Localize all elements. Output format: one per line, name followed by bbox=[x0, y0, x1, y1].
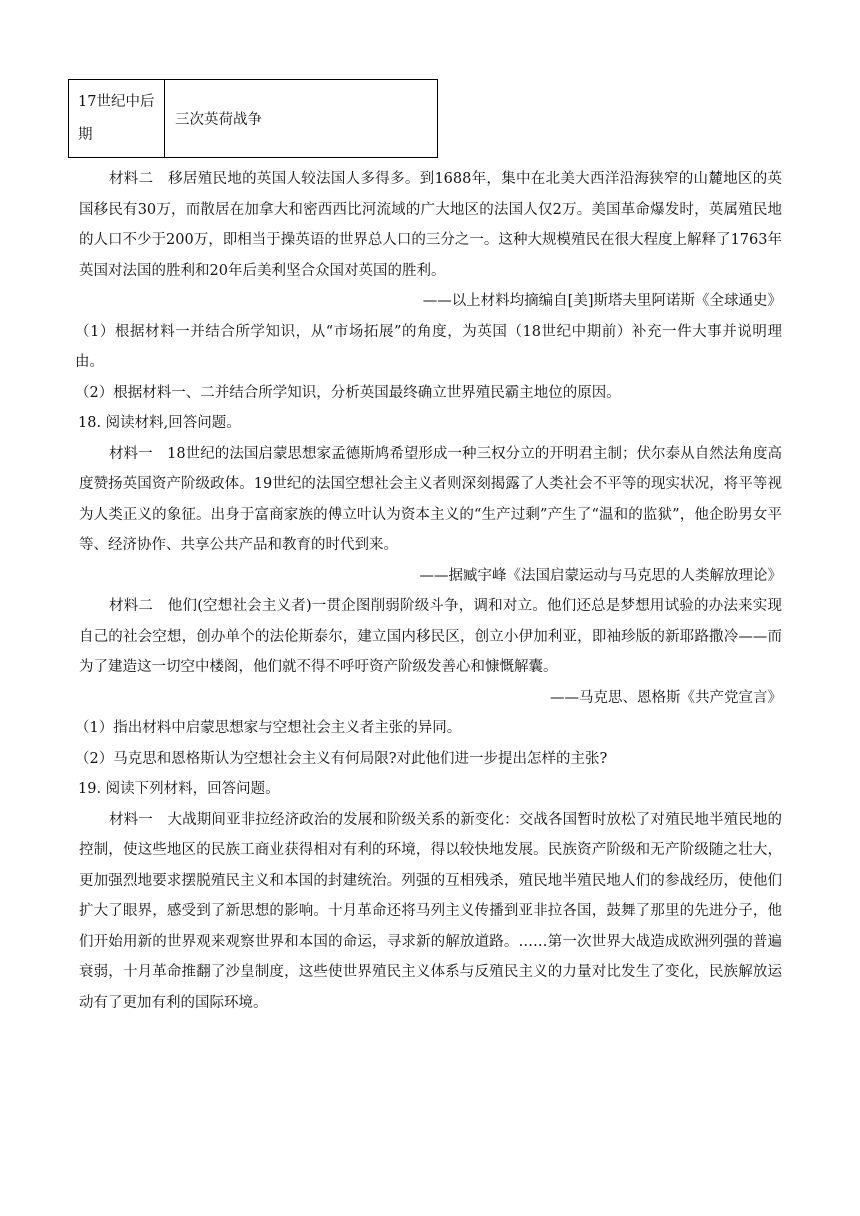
q18-material-1: 材料一 18世纪的法国启蒙思想家孟德斯鸠希望形成一种三权分立的开明君主制；伏尔泰从自然法角度高度赞扬英国资产阶级政体。19世纪的法国空想社会主义者则深刻揭露了人类社会不平等的现实状况，将平等视为人类正义的象征。出身于富商家族的傅立叶认为资本主义的“生产过剩”产生了“温和的监狱”，他企盼男女平等、经济协作、共享公共产品和教育的时代到来。 bbox=[79, 445, 782, 553]
q18-material-2: 材料二 他们(空想社会主义者)一贯企图削弱阶级斗争，调和对立。他们还总是梦想用试验的办法来实现自己的社会空想，创办单个的法伦斯泰尔，建立国内移民区，创立小伊加利亚，即袖珍版的新耶路撒冷——而为了建造这一切空中楼阁，他们就不得不呼吁资产阶级发善心和慷慨解囊。 bbox=[79, 598, 782, 675]
timeline-table bbox=[68, 79, 438, 158]
q18-stem: 18. 阅读材料,回答问题。 bbox=[78, 415, 241, 431]
period-cell: 17世纪中后期 bbox=[69, 80, 165, 158]
q18-subquestion-1: （1）指出材料中启蒙思想家与空想社会主义者主张的异同。 bbox=[75, 720, 462, 736]
q17-source: ——以上材料均摘编自[美]斯塔夫里阿诺斯《全球通史》 bbox=[422, 293, 782, 309]
table-row bbox=[69, 80, 438, 158]
q19-stem: 19. 阅读下列材料，回答问题。 bbox=[78, 781, 280, 797]
q19-material-1: 材料一 大战期间亚非拉经济政治的发展和阶级关系的新变化：交战各国暂时放松了对殖民地半殖民地的控制，使这些地区的民族工商业获得相对有利的环境，得以较快地发展。民族资产阶级和无产阶级随之壮大，更加强烈地要求摆脱殖民主义和本国的封建统治。列强的互相残杀，殖民地半殖民地人们的参战经历，使他们扩大了眼界，感受到了新思想的影响。十月革命还将马列主义传播到亚非拉各国，鼓舞了那里的先进分子，他们开始用新的世界观来观察世界和本国的命运，寻求新的解放道路。……第一次世界大战造成欧洲列强的普遍衰弱，十月革命推翻了沙皇制度，这些使世界殖民主义体系与反殖民主义的力量对比发生了变化，民族解放运动有了更加有利的国际环境。 bbox=[79, 811, 782, 1011]
question-body bbox=[75, 164, 782, 1018]
q18-source-2: ——马克思、恩格斯《共产党宣言》 bbox=[550, 689, 782, 706]
q17-subquestion-1: （1）根据材料一并结合所学知识，从“市场拓展”的角度，为英国（18世纪中期前）补充一件大事并说明理由。 bbox=[75, 323, 782, 370]
q17-subquestion-2: （2）根据材料一、二并结合所学知识，分析英国最终确立世界殖民霸主地位的原因。 bbox=[75, 384, 621, 401]
q17-material-2: 材料二 移居殖民地的英国人较法国人多得多。到1688年，集中在北美大西洋沿海狭窄的山麓地区的英国移民有30万，而散居在加拿大和密西西比河流域的广大地区的法国人仅2万。美国革命爆发时，英属殖民地的人口不少于200万，即相当于操英语的世界总人口的三分之一。这种大规模殖民在很大程度上解释了1763年英国对法国的胜利和20年后美利坚合众国对英国的胜利。 bbox=[79, 171, 782, 279]
q18-source-1: ——据臧宇峰《法国启蒙运动与马克思的人类解放理论》 bbox=[419, 567, 782, 584]
q18-subquestion-2: （2）马克思和恩格斯认为空想社会主义有何局限?对此他们进一步提出怎样的主张? bbox=[75, 750, 608, 767]
event-cell: 三次英荷战争 bbox=[165, 80, 438, 158]
